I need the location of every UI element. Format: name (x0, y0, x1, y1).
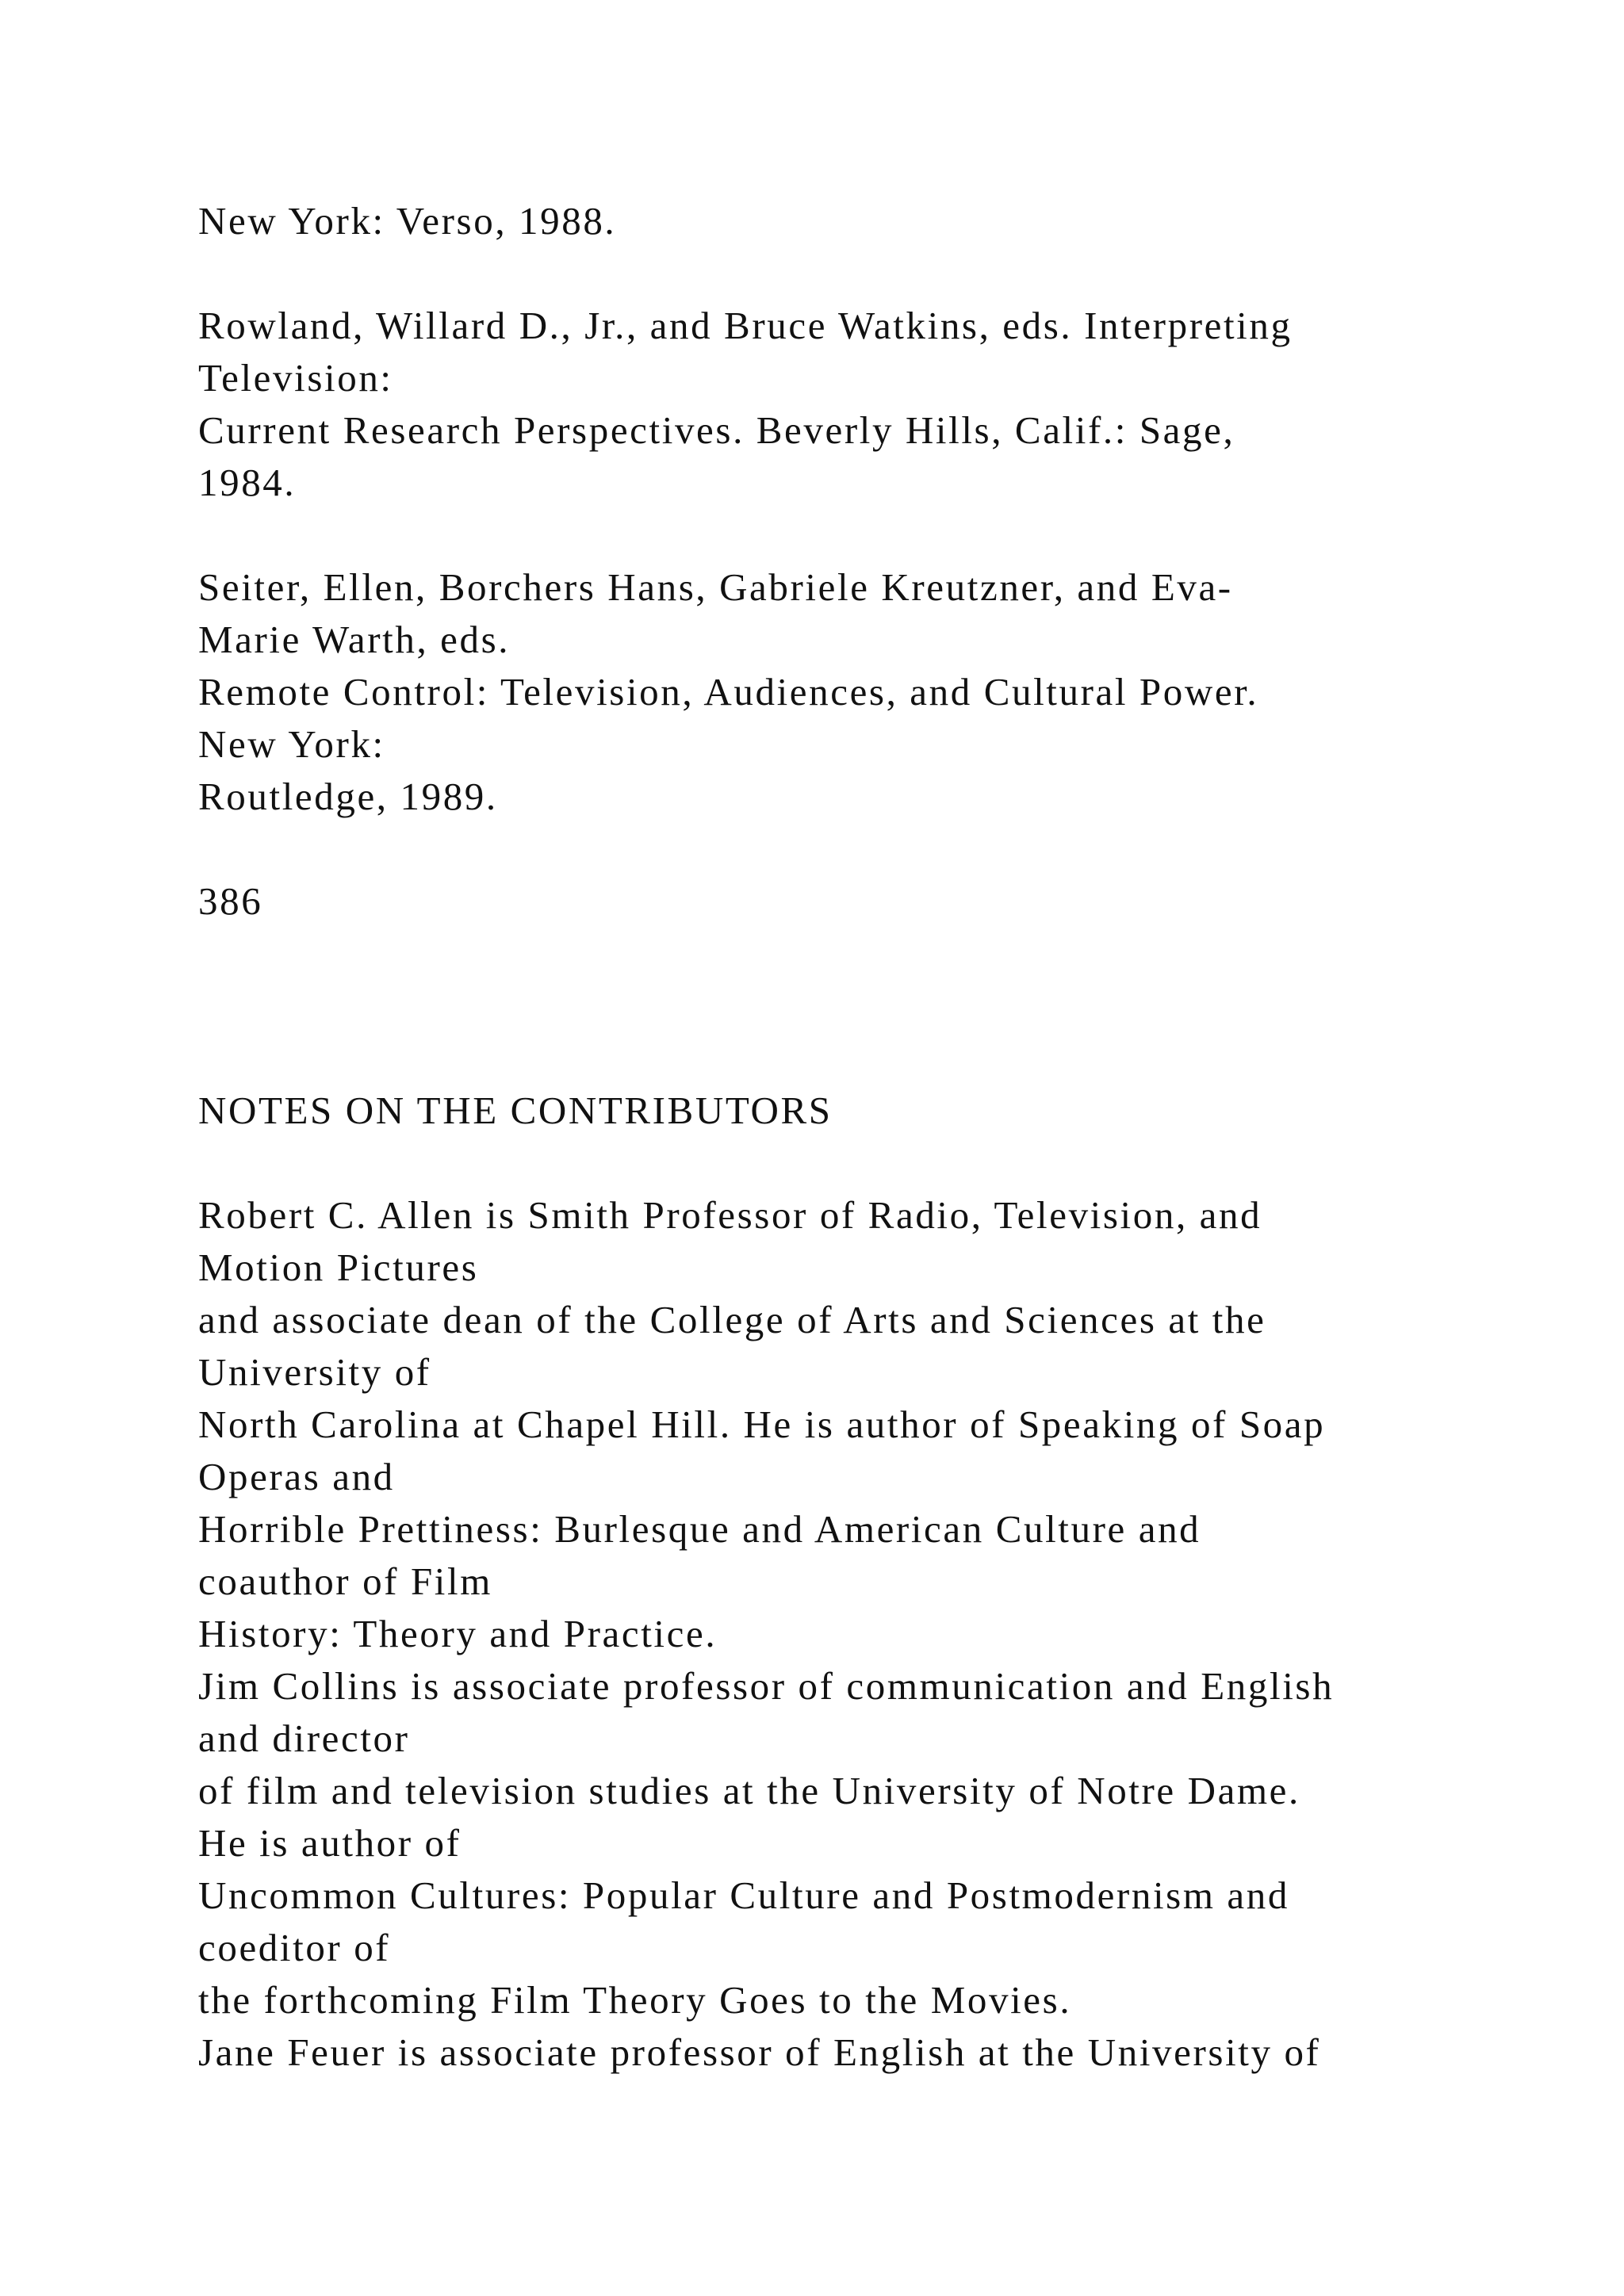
contributor-line: Uncommon Cultures: Popular Culture and Postmodernism and (198, 1873, 1289, 1917)
page-number: 386 (198, 879, 263, 923)
reference-line: Marie Warth, eds. (198, 618, 511, 661)
reference-rowland (198, 300, 1546, 509)
contributor-line: History: Theory and Practice. (198, 1612, 718, 1655)
contributor-line: and associate dean of the College of Arts and Sciences at the (198, 1298, 1266, 1341)
contributor-line: Robert C. Allen is Smith Professor of Radio, Television, and (198, 1193, 1262, 1237)
contributor-line: University of (198, 1350, 431, 1394)
contributor-line: of film and television studies at the University of Notre Dame. (198, 1769, 1300, 1812)
paragraph-gap (198, 247, 1546, 300)
contributor-line: Motion Pictures (198, 1246, 479, 1289)
reference-line: Television: (198, 356, 393, 400)
contributor-line: coeditor of (198, 1926, 391, 1969)
contributor-line: coauthor of Film (198, 1559, 492, 1603)
section-heading: NOTES ON THE CONTRIBUTORS (198, 1089, 833, 1132)
reference-seiter (198, 561, 1546, 823)
contributor-line: He is author of (198, 1821, 462, 1865)
reference-line: Current Research Perspectives. Beverly Hills, Calif.: Sage, (198, 408, 1235, 452)
contributor-line: Horrible Prettiness: Burlesque and American Culture and (198, 1507, 1201, 1551)
document-page (198, 195, 1546, 2079)
contributor-line: Jim Collins is associate professor of communication and English (198, 1664, 1335, 1708)
contributors-notes (198, 1189, 1546, 2079)
contributor-line: Jane Feuer is associate professor of English at the University of (198, 2030, 1321, 2074)
reference-verso-tail: New York: Verso, 1988. (198, 199, 617, 243)
reference-line: 1984. (198, 461, 297, 504)
reference-line: Routledge, 1989. (198, 775, 498, 818)
contributor-line: and director (198, 1716, 410, 1760)
reference-line: Remote Control: Television, Audiences, and Cultural Power. (198, 670, 1259, 714)
reference-line: Seiter, Ellen, Borchers Hans, Gabriele Kreutzner, and Eva- (198, 565, 1233, 609)
reference-line: Rowland, Willard D., Jr., and Bruce Watkins, eds. Interpreting (198, 304, 1293, 347)
contributor-line: North Carolina at Chapel Hill. He is author of Speaking of Soap (198, 1402, 1326, 1446)
contributor-line: Operas and (198, 1455, 395, 1498)
paragraph-gap (198, 823, 1546, 875)
page-break-gap (198, 928, 1546, 1085)
paragraph-gap (198, 509, 1546, 561)
contributor-line: the forthcoming Film Theory Goes to the Movies. (198, 1978, 1072, 2022)
paragraph-gap (198, 1137, 1546, 1189)
reference-line: New York: (198, 722, 385, 766)
